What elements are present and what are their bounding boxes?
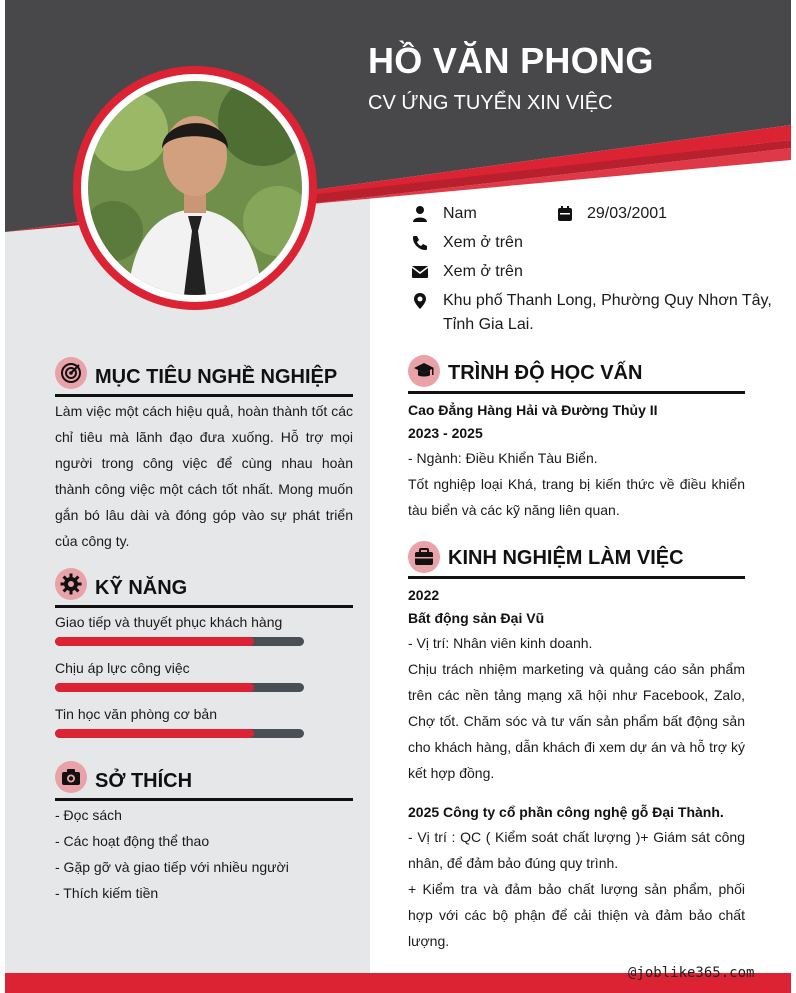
camera-icon [55, 761, 87, 793]
address-line-1: Khu phố Thanh Long, Phường Quy Nhơn Tây, [443, 292, 772, 309]
address-line-2: Tỉnh Gia Lai. [443, 316, 534, 333]
skill-bar-fill [55, 683, 254, 692]
job1-position: - Vị trí: Nhân viên kinh doanh. [408, 635, 593, 651]
education-school: Cao Đẳng Hàng Hải và Đường Thủy II [408, 402, 658, 418]
email-icon [411, 263, 429, 281]
job2-heading: 2025 Công ty cổ phần công nghệ gỗ Đại Thành. [408, 804, 724, 820]
job1-year: 2022 [408, 587, 440, 603]
hobby-item: - Gặp gỡ và giao tiếp với nhiều người [55, 859, 289, 875]
phone-value: Xem ở trên [443, 234, 523, 251]
skill-label: Giao tiếp và thuyết phục khách hàng [55, 614, 283, 630]
skill-label: Chịu áp lực công việc [55, 660, 190, 676]
education-major: - Ngành: Điều Khiển Tàu Biển. [408, 450, 598, 466]
skill-bar [55, 683, 304, 692]
skills-divider [55, 605, 353, 608]
birthdate-value: 29/03/2001 [587, 205, 668, 222]
candidate-name: HỒ VĂN PHONG [368, 40, 654, 81]
hobbies-title: SỞ THÍCH [95, 770, 193, 792]
person-icon [411, 205, 429, 223]
skills-title: KỸ NĂNG [95, 577, 188, 599]
profile-photo [88, 81, 302, 295]
education-title: TRÌNH ĐỘ HỌC VẤN [448, 362, 643, 384]
skill-bar [55, 637, 304, 646]
skill-bar [55, 729, 304, 738]
job1-description: Chịu trách nhiệm marketing và quảng cáo sản phẩm trên các nền tảng mạng xã hội như Facebook, Zalo, Chợ tốt. Chăm sóc và tư vấn sản phẩm bất động sản cho khách hàng, dẫn khách đi xem dự án và hỗ trợ ký kết hợp đồng. [408, 661, 745, 781]
job1-company: Bất động sản Đại Vũ [408, 610, 545, 626]
education-description: Tốt nghiệp loại Khá, trang bị kiến thức về điều khiển tàu biển và các kỹ năng liên quan. [408, 476, 745, 518]
experience-title: KINH NGHIỆM LÀM VIỆC [448, 547, 684, 569]
objective-divider [55, 394, 353, 397]
objective-text: Làm việc một cách hiệu quả, hoàn thành tốt các chỉ tiêu mà lãnh đạo đưa xuống. Hỗ trợ mọi người trong công việc để cùng nhau hoàn thành công việc một cách tốt nhất. Mong muốn gắn bó lâu dài và đóng góp vào sự phát triển của công ty. [55, 403, 353, 549]
hobbies-divider [55, 798, 353, 801]
education-divider [408, 391, 745, 394]
graduation-cap-icon [408, 355, 440, 387]
hobby-item: - Thích kiếm tiền [55, 885, 159, 901]
skill-label: Tin học văn phòng cơ bản [55, 706, 217, 722]
watermark: @joblike365.com [628, 965, 755, 981]
cv-subtitle: CV ỨNG TUYỂN XIN VIỆC [368, 92, 613, 114]
target-icon [55, 357, 87, 389]
location-icon [411, 292, 429, 310]
experience-divider [408, 576, 745, 579]
objective-title: MỤC TIÊU NGHỀ NGHIỆP [95, 366, 338, 388]
skill-bar-fill [55, 729, 254, 738]
phone-icon [411, 234, 429, 252]
hobby-item: - Các hoạt động thể thao [55, 833, 210, 849]
skill-bar-fill [55, 637, 254, 646]
hobby-item: - Đọc sách [55, 807, 122, 823]
gear-icon [55, 568, 87, 600]
email-value: Xem ở trên [443, 263, 523, 280]
briefcase-icon [408, 541, 440, 573]
job2-description: + Kiểm tra và đảm bảo chất lượng sản phẩm, phối hợp với các bộ phận để cải thiện và đảm bảo chất lượng. [408, 881, 745, 949]
calendar-icon [556, 205, 574, 223]
job2-position: - Vị trí : QC ( Kiểm soát chất lượng )+ Giám sát công nhân, để đảm bảo đúng quy trình. [408, 829, 745, 871]
gender-value: Nam [443, 205, 477, 222]
education-years: 2023 - 2025 [408, 425, 483, 441]
